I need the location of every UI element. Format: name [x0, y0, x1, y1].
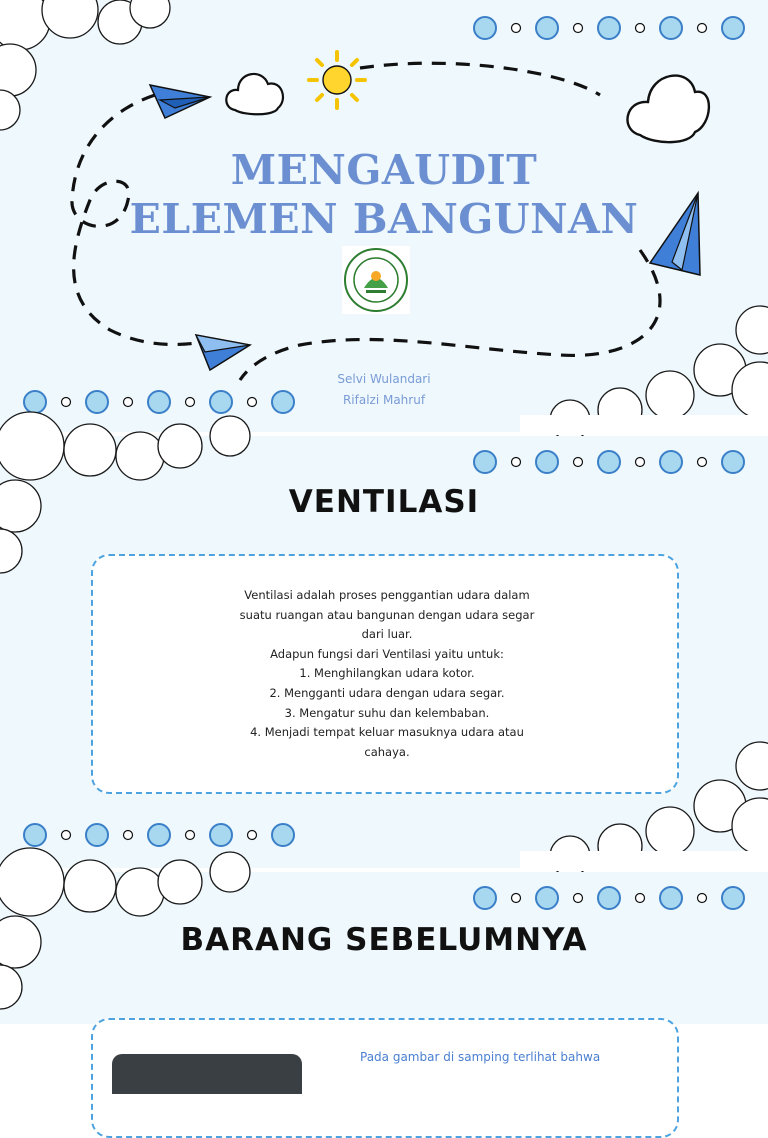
slide-title [0, 0, 768, 432]
author-name: Selvi Wulandari [337, 372, 431, 386]
body-line: Ventilasi adalah proses penggantian udara dalam [244, 588, 530, 602]
slide-barang-sebelumnya [0, 872, 768, 1064]
bubble-row-bottom [24, 824, 294, 846]
body-line: suatu ruangan atau bangunan dengan udara segar [239, 607, 535, 622]
title-line-1: MENGAUDIT [230, 146, 538, 194]
author-name: Rifalzi Mahruf [342, 393, 426, 407]
content-card [91, 554, 679, 794]
sun-icon [309, 52, 365, 108]
body-line: dari luar. [361, 627, 413, 642]
bubble-row-top [474, 887, 744, 909]
card-body [93, 586, 681, 762]
body-line: cahaya. [364, 744, 410, 759]
university-logo [342, 246, 410, 314]
paper-plane-icon [150, 85, 210, 118]
section-heading: BARANG SEBELUMNYA [180, 922, 588, 958]
bubble-row-top [474, 451, 744, 473]
slide-ventilasi [0, 436, 768, 868]
partial-caption: Pada gambar di samping terlihat bahwa [360, 1050, 601, 1064]
title-line-2: ELEMEN BANGUNAN [129, 195, 639, 243]
cloud-icon [628, 76, 709, 143]
body-line: Adapun fungsi dari Ventilasi yaitu untuk: [270, 646, 504, 661]
bubble-row-top [474, 17, 744, 39]
body-line: 3. Mengatur suhu dan kelembaban. [284, 705, 490, 720]
cloud-icon [0, 0, 170, 130]
product-photo [112, 1054, 302, 1094]
section-heading: VENTILASI [288, 484, 480, 520]
paper-plane-icon [196, 335, 250, 370]
body-line: 2. Mengganti udara dengan udara segar. [269, 685, 505, 700]
dashed-flight-path [240, 250, 660, 380]
cloud-icon [226, 74, 283, 114]
body-line: 1. Menghilangkan udara kotor. [299, 666, 475, 681]
body-line: 4. Menjadi tempat keluar masuknya udara atau [250, 725, 524, 740]
dashed-flight-path [360, 63, 600, 95]
